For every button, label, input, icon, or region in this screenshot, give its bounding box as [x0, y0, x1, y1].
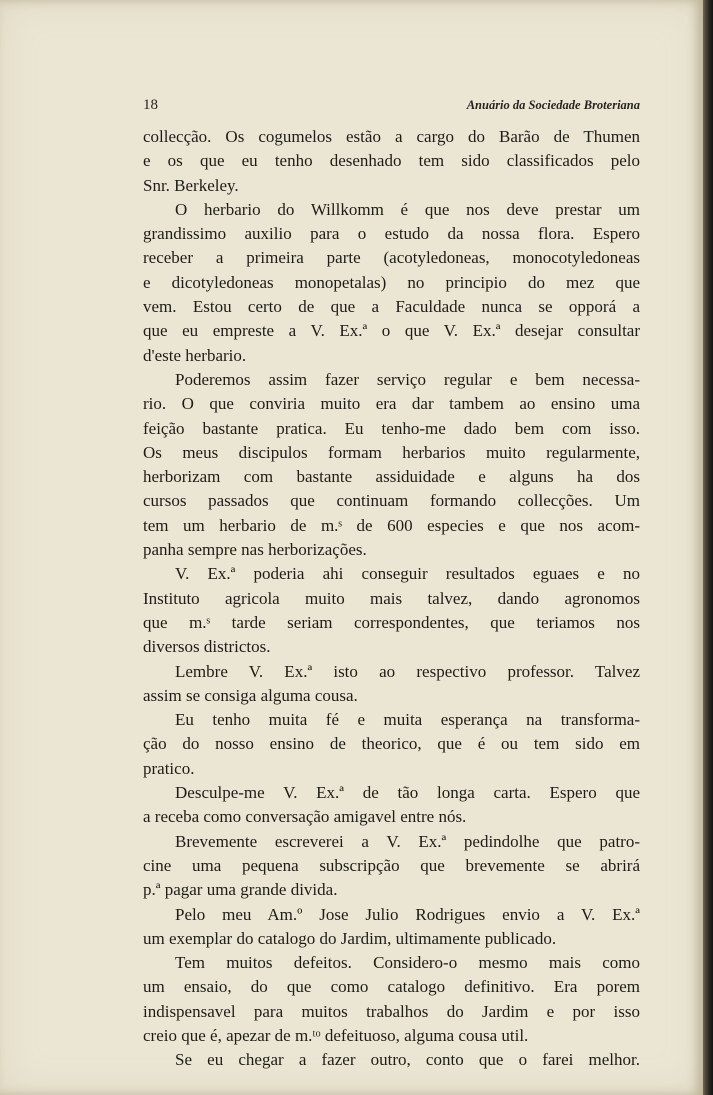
page-header — [143, 97, 640, 119]
text-line: p.ª pagar uma grande divida. — [143, 880, 338, 900]
text-line: indispensavel para muitos trabalhos do Jardim e por isso — [143, 1001, 640, 1021]
text-line: e os que eu tenho desenhado tem sido classificados pelo — [143, 151, 640, 171]
text-line: O herbario do Willkomm é que nos deve prestar um — [175, 199, 640, 219]
text-line: tem um herbario de m.ˢ de 600 especies e que nos acom- — [143, 515, 640, 535]
text-line: pratico. — [143, 758, 195, 778]
text-line: ção do nosso ensino de theorico, que é ou tem sido em — [143, 734, 640, 754]
text-line: grandissimo auxilio para o estudo da nossa flora. Espero — [143, 224, 640, 244]
text-line: vem. Estou certo de que a Faculdade nunca se opporá a — [143, 297, 640, 317]
text-line: receber a primeira parte (acotyledoneas, monocotyledoneas — [143, 248, 640, 268]
text-line: rio. O que conviria muito era dar tambem ao ensino uma — [143, 394, 640, 414]
text-line: collecção. Os cogumelos estão a cargo do Barão de Thumen — [143, 127, 640, 146]
text-line: um ensaio, do que como catalogo definitivo. Era porem — [143, 977, 640, 997]
text-line: Os meus discipulos formam herbarios muito regularmente, — [143, 442, 640, 462]
text-line: panha sempre nas herborizações. — [143, 540, 367, 560]
text-line: a receba como conversação amigavel entre nós. — [143, 807, 467, 827]
text-line: que eu empreste a V. Ex.ª o que V. Ex.ª desejar consultar — [143, 321, 640, 341]
text-line: Instituto agricola muito mais talvez, dando agronomos — [143, 588, 640, 608]
text-line: Lembre V. Ex.ª isto ao respectivo professor. Talvez — [175, 661, 640, 681]
text-line: herborizam com bastante assiduidade e alguns ha dos — [143, 467, 640, 487]
text-line: Se eu chegar a fazer outro, conto que o farei melhor. — [175, 1050, 640, 1070]
text-line: feição bastante pratica. Eu tenho-me dado bem com isso. — [143, 418, 640, 438]
text-line: diversos districtos. — [143, 637, 271, 657]
text-line: Snr. Berkeley. — [143, 175, 239, 195]
text-line: Pelo meu Am.º Jose Julio Rodrigues envio a V. Ex.ª — [175, 904, 640, 924]
letter-body-text — [143, 125, 640, 1073]
text-line: que m.ˢ tarde seriam correspondentes, que teriamos nos — [143, 612, 640, 632]
book-spine-edge — [703, 0, 713, 1095]
text-line: Poderemos assim fazer serviço regular e bem necessa- — [175, 369, 640, 389]
text-line: Tem muitos defeitos. Considero-o mesmo mais como — [175, 953, 640, 973]
text-line: e dicotyledoneas monopetalas) no principio do mez que — [143, 272, 640, 292]
text-line: V. Ex.ª poderia ahi conseguir resultados eguaes e no — [175, 564, 640, 584]
text-line: cursos passados que continuam formando collecções. Um — [143, 491, 640, 511]
text-line: assim se consiga alguma cousa. — [143, 685, 358, 705]
text-line: Eu tenho muita fé e muita esperança na transforma- — [175, 710, 640, 730]
text-line: Brevemente escreverei a V. Ex.ª pedindolhe que patro- — [175, 831, 640, 851]
text-line: creio que é, apezar de m.ᵗᵒ defeituoso, alguma cousa util. — [143, 1025, 529, 1045]
text-line: cine uma pequena subscripção que brevemente se abrirá — [143, 855, 640, 875]
text-line: d'este herbario. — [143, 345, 247, 365]
text-line: Desculpe-me V. Ex.ª de tão longa carta. Espero que — [175, 783, 640, 803]
page-number: 18 — [143, 97, 158, 113]
running-title: Anuário da Sociedade Broteriana — [466, 98, 640, 112]
text-line: um exemplar do catalogo do Jardim, ultimamente publicado. — [143, 928, 557, 948]
